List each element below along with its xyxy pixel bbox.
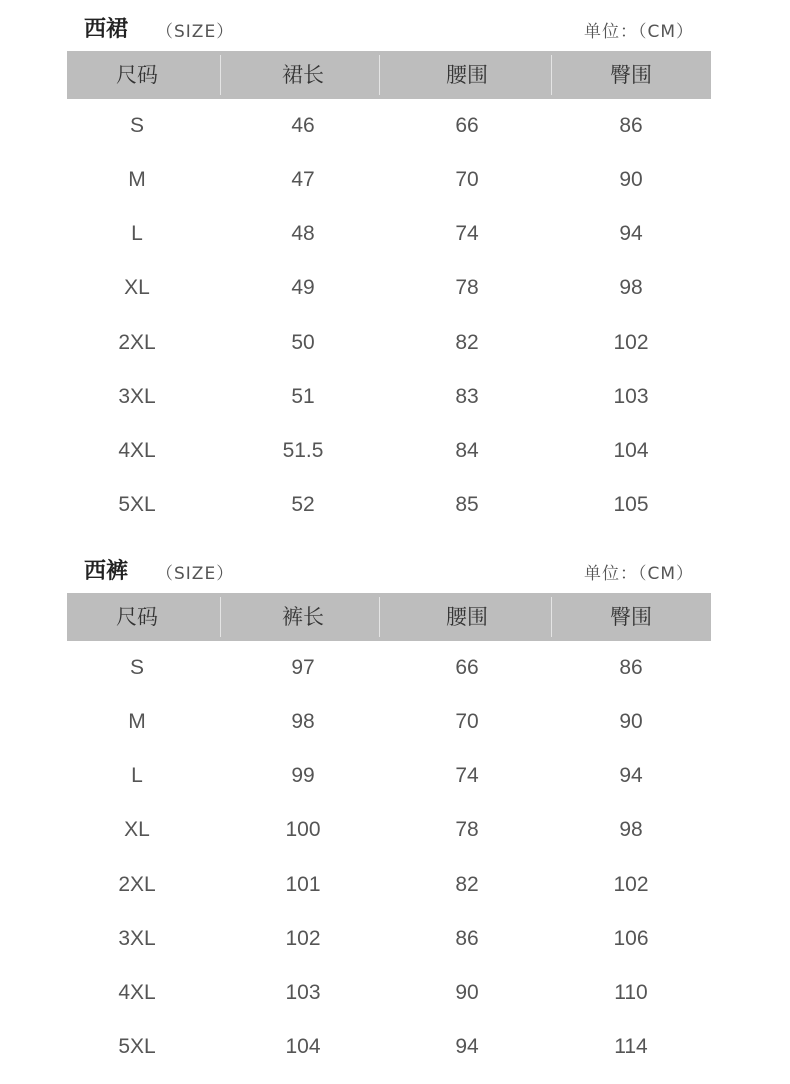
pants-unit-label: 单位：（CM） — [583, 564, 694, 584]
hip-cell: 86 — [619, 114, 643, 137]
table-row — [67, 261, 711, 315]
hip-cell: 104 — [613, 439, 649, 462]
length-cell: 50 — [291, 331, 315, 354]
skirt-size-tag: （SIZE） — [156, 22, 235, 42]
waist-cell: 78 — [455, 818, 479, 841]
length-cell: 97 — [291, 656, 315, 679]
length-cell: 47 — [291, 168, 315, 191]
size-cell: S — [129, 656, 144, 679]
waist-cell: 86 — [455, 927, 479, 950]
table-row — [67, 803, 711, 857]
length-cell: 104 — [285, 1035, 321, 1058]
size-cell: 5XL — [118, 493, 156, 516]
hip-cell: 103 — [613, 385, 649, 408]
length-cell: 52 — [291, 493, 315, 516]
header-size: 尺码 — [116, 63, 158, 87]
pants-size-tag: （SIZE） — [156, 564, 235, 584]
waist-cell: 78 — [455, 276, 479, 299]
hip-cell: 110 — [614, 981, 648, 1004]
size-cell: 3XL — [118, 927, 156, 950]
waist-cell: 74 — [455, 764, 479, 787]
table-row — [67, 316, 711, 370]
table-row — [67, 153, 711, 207]
length-cell: 46 — [291, 114, 315, 137]
hip-cell: 105 — [613, 493, 649, 516]
table-row — [67, 424, 711, 478]
size-cell: 4XL — [118, 981, 156, 1004]
length-cell: 99 — [291, 764, 315, 787]
table-row — [67, 99, 711, 153]
length-cell: 98 — [291, 710, 315, 733]
length-cell: 101 — [285, 873, 321, 896]
table-row — [67, 1020, 711, 1074]
header-waist: 腰围 — [446, 605, 488, 629]
size-cell: L — [131, 764, 143, 787]
header-length: 裙长 — [282, 63, 324, 87]
waist-cell: 70 — [455, 710, 479, 733]
skirt-title: 西裙 — [84, 17, 129, 42]
length-cell: 102 — [285, 927, 321, 950]
hip-cell: 90 — [619, 168, 643, 191]
hip-cell: 102 — [613, 873, 649, 896]
length-cell: 103 — [285, 981, 321, 1004]
size-cell: S — [129, 114, 144, 137]
size-cell: XL — [124, 276, 150, 299]
size-cell: 4XL — [118, 439, 156, 462]
waist-cell: 85 — [455, 493, 479, 516]
pants-title-row — [84, 554, 694, 584]
size-cell: L — [131, 222, 143, 245]
table-row — [67, 858, 711, 912]
size-cell: 2XL — [118, 331, 156, 354]
table-row — [67, 695, 711, 749]
waist-cell: 66 — [455, 656, 479, 679]
header-waist: 腰围 — [446, 63, 488, 87]
skirt-table-header — [67, 51, 711, 99]
waist-cell: 94 — [455, 1035, 479, 1058]
table-row — [67, 370, 711, 424]
header-hip: 臀围 — [610, 605, 652, 629]
waist-cell: 82 — [455, 873, 479, 896]
hip-cell: 86 — [619, 656, 643, 679]
waist-cell: 82 — [455, 331, 479, 354]
hip-cell: 98 — [619, 818, 643, 841]
length-cell: 51.5 — [282, 439, 324, 462]
size-cell: 5XL — [118, 1035, 156, 1058]
size-cell: M — [128, 710, 146, 733]
pants-title: 西裤 — [84, 559, 129, 584]
hip-cell: 114 — [614, 1035, 648, 1058]
table-row — [67, 478, 711, 532]
length-cell: 100 — [285, 818, 321, 841]
skirt-title-row — [84, 12, 694, 42]
header-length: 裤长 — [282, 605, 324, 629]
hip-cell: 98 — [619, 276, 643, 299]
hip-cell: 94 — [619, 764, 643, 787]
waist-cell: 84 — [455, 439, 479, 462]
table-row — [67, 749, 711, 803]
size-cell: 2XL — [118, 873, 156, 896]
table-row — [67, 912, 711, 966]
header-size: 尺码 — [116, 605, 158, 629]
size-cell: XL — [124, 818, 150, 841]
waist-cell: 66 — [455, 114, 479, 137]
table-row — [67, 641, 711, 695]
table-row — [67, 207, 711, 261]
size-cell: M — [128, 168, 146, 191]
hip-cell: 106 — [613, 927, 649, 950]
length-cell: 49 — [291, 276, 315, 299]
pants-table-header — [67, 593, 711, 641]
length-cell: 51 — [291, 385, 315, 408]
waist-cell: 74 — [455, 222, 479, 245]
hip-cell: 94 — [619, 222, 643, 245]
hip-cell: 90 — [619, 710, 643, 733]
skirt-unit-label: 单位：（CM） — [583, 22, 694, 42]
header-hip: 臀围 — [610, 63, 652, 87]
hip-cell: 102 — [613, 331, 649, 354]
length-cell: 48 — [291, 222, 315, 245]
waist-cell: 70 — [455, 168, 479, 191]
waist-cell: 90 — [455, 981, 479, 1004]
waist-cell: 83 — [455, 385, 479, 408]
size-cell: 3XL — [118, 385, 156, 408]
table-row — [67, 966, 711, 1020]
